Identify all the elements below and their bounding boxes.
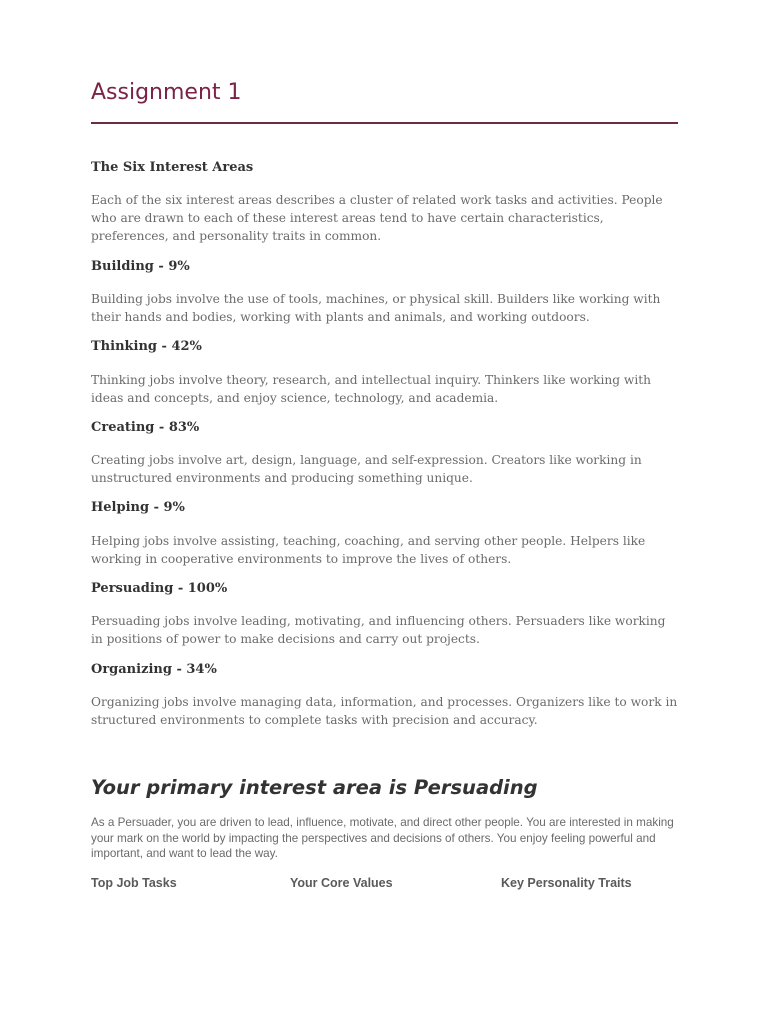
- area-heading-organizing: Organizing - 34%: [91, 662, 217, 677]
- area-description-persuading: Persuading jobs involve leading, motivating, and influencing others. Persuaders like working in positions of power to make decisions and carry out projects.: [91, 614, 666, 646]
- area-description-helping: Helping jobs involve assisting, teaching, coaching, and serving other people. Helpers like working in cooperative environments to improve the lives of others.: [91, 534, 646, 566]
- primary-interest-heading: Your primary interest area is Persuading: [91, 776, 538, 799]
- primary-interest-description: As a Persuader, you are driven to lead, influence, motivate, and direct other people. You are interested in making your mark on the world by impacting the perspectives and decisions of others. You enjoy feeling powerful and important, and want to lead the way.: [91, 816, 674, 860]
- area-description-organizing: Organizing jobs involve managing data, information, and processes. Organizers like to work in structured environments to complete tasks with precision and accuracy.: [91, 695, 678, 727]
- area-heading-persuading: Persuading - 100%: [91, 581, 228, 596]
- column-header-job-tasks: Top Job Tasks: [91, 876, 177, 890]
- area-heading-helping: Helping - 9%: [91, 500, 185, 515]
- column-header-personality-traits: Key Personality Traits: [501, 876, 632, 890]
- area-heading-building: Building - 9%: [91, 259, 190, 274]
- column-header-core-values: Your Core Values: [290, 876, 393, 890]
- title-divider: [91, 122, 678, 124]
- area-description-thinking: Thinking jobs involve theory, research, and intellectual inquiry. Thinkers like working with ideas and concepts, and enjoy science, technology, and academia.: [91, 373, 652, 405]
- area-heading-creating: Creating - 83%: [91, 420, 200, 435]
- document-title: Assignment 1: [91, 80, 242, 105]
- area-heading-thinking: Thinking - 42%: [91, 339, 202, 354]
- area-description-building: Building jobs involve the use of tools, machines, or physical skill. Builders like working with their hands and bodies, working with plants and animals, and working outdoors.: [91, 292, 661, 324]
- section-title: The Six Interest Areas: [91, 160, 254, 175]
- area-description-creating: Creating jobs involve art, design, language, and self-expression. Creators like working in unstructured environments and producing something unique.: [91, 453, 642, 485]
- intro-paragraph: Each of the six interest areas describes a cluster of related work tasks and activities. People who are drawn to each of these interest areas tend to have certain characteristics, preferences, and personality traits in common.: [91, 193, 663, 243]
